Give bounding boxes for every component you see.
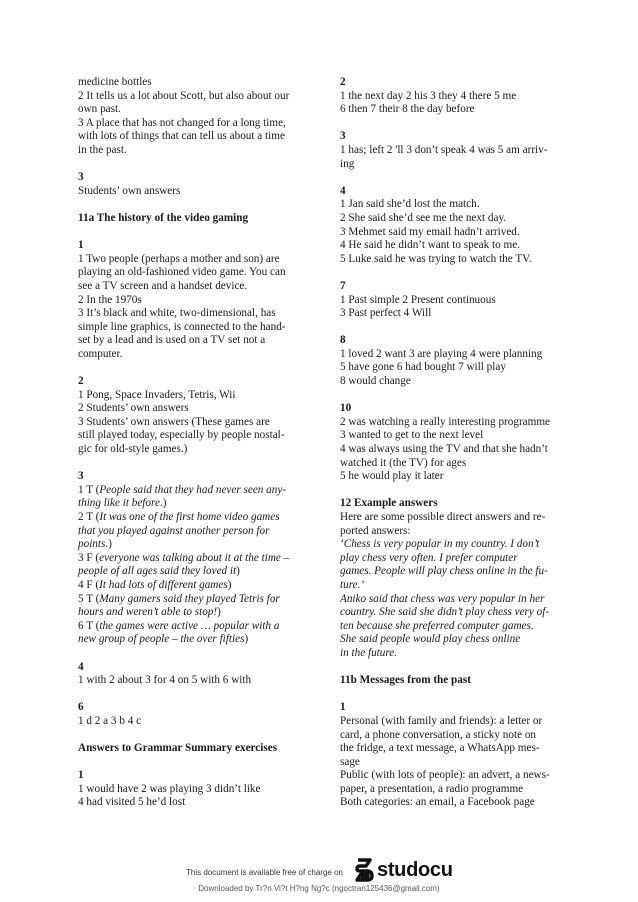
answer-line: sage	[340, 755, 360, 768]
section-heading: 4	[340, 184, 346, 197]
section-heading: Answers to Grammar Summary exercises	[78, 742, 278, 755]
answer-line	[78, 565, 306, 579]
answer-line: medicine bottles	[78, 76, 152, 88]
left-column	[78, 76, 306, 824]
section-heading: 10	[340, 402, 352, 415]
section-heading: 4	[78, 660, 84, 673]
italic-quote: It was one of the first home video games	[99, 511, 280, 523]
answer-line: Here are some possible direct answers and re-	[340, 511, 546, 523]
section-heading: 8	[340, 334, 346, 347]
answer-line: Public (with lots of people): an advert, a news-	[340, 769, 550, 782]
answer-line: 2 She said she’d see me the next day.	[340, 211, 507, 224]
answer-line: in the past.	[78, 143, 127, 156]
answer-line: 3 It’s black and white, two-dimensional, has	[78, 307, 276, 320]
answer-line: the fridge, a text message, a WhatsApp mes-	[340, 742, 540, 755]
answer-section	[340, 701, 566, 810]
section-heading: 1	[340, 701, 346, 714]
right-column	[340, 76, 566, 824]
answer-section	[340, 497, 566, 660]
answer-section	[340, 334, 566, 388]
answer-prefix: 3 F (	[78, 551, 100, 564]
italic-quote: people of all ages said they loved it	[78, 565, 237, 578]
section-heading: 7	[340, 279, 346, 292]
italic-quote: points	[78, 538, 106, 551]
answer-line	[78, 579, 306, 593]
answer-line: paper, a presentation, a radio programme	[340, 782, 524, 795]
answer-line: 1 Past simple 2 Present continuous	[340, 293, 496, 306]
section-heading: 2	[78, 375, 84, 388]
answer-line: 1 has; left 2 'll 3 don’t speak 4 was 5 am arriv-	[340, 143, 548, 156]
answer-line: see a TV screen and a handset device.	[78, 279, 248, 292]
answer-line: 3 wanted to get to the next level	[340, 429, 484, 442]
answer-section	[78, 239, 306, 361]
answer-section	[340, 674, 566, 688]
answer-line: 2 was watching a really interesting programme	[340, 415, 551, 428]
section-heading: 1	[78, 769, 84, 782]
answer-section	[340, 280, 566, 321]
answer-line	[340, 538, 566, 552]
answer-line: 1 loved 2 want 3 are playing 4 were planning	[340, 347, 543, 360]
answer-section	[340, 130, 566, 171]
italic-quote: in the future.	[340, 646, 398, 659]
studocu-logo[interactable]	[354, 858, 453, 882]
answer-line: 2 Students’ own answers	[78, 402, 189, 415]
answer-line	[340, 552, 566, 566]
answer-line: ing	[340, 157, 355, 170]
answer-line	[78, 620, 306, 634]
answer-line: 6 then 7 their 8 the day before	[340, 103, 475, 116]
section-heading: 3	[78, 171, 84, 184]
answer-line: 3 A place that has not changed for a long time,	[78, 116, 286, 129]
answer-line: 8 would change	[340, 375, 411, 388]
answer-section	[340, 185, 566, 267]
answer-suffix: )	[227, 578, 232, 591]
answer-line	[340, 565, 566, 579]
studocu-brand-name: studocu	[377, 858, 453, 881]
section-heading: 2	[340, 76, 346, 88]
answer-line: Personal (with family and friends): a letter or	[340, 714, 543, 727]
answer-suffix: )	[244, 633, 249, 646]
answer-line	[78, 511, 306, 525]
answer-suffix: )	[236, 565, 240, 578]
answer-line: still played today, especially by people nostal-	[78, 429, 285, 442]
italic-quote: new group of people – the over fifties	[78, 633, 245, 646]
answer-line: 5 Luke said he was trying to watch the TV.	[340, 252, 532, 265]
answer-section	[340, 402, 566, 484]
italic-quote: She said people would play chess online	[340, 633, 521, 646]
studocu-logo-icon	[354, 858, 374, 882]
answer-line: 1 Pong, Space Invaders, Tetris, Wii	[78, 388, 236, 401]
answer-line: 5 he would play it later	[340, 470, 444, 483]
answer-line: card, a phone conversation, a sticky note on	[340, 728, 537, 741]
answer-line	[78, 497, 306, 511]
answer-line: simple line graphics, is connected to the hand-	[78, 320, 286, 333]
footer-availability	[0, 858, 638, 884]
answer-line: 5 have gone 6 had bought 7 will play	[340, 361, 506, 374]
answer-suffix: .)	[159, 497, 167, 510]
answer-line: gic for old-style games.)	[78, 443, 188, 456]
answer-line: 1 Two people (perhaps a mother and son) are	[78, 252, 280, 265]
answer-line: with lots of things that can tell us about a time	[78, 130, 285, 143]
section-heading: 11b Messages from the past	[340, 674, 471, 687]
answer-section	[78, 171, 306, 198]
answer-suffix: )	[217, 606, 221, 619]
answer-section	[78, 742, 306, 756]
italic-quote: People said that they had never seen any-	[99, 483, 287, 496]
italic-quote: country. She said she didn’t play chess very of-	[340, 606, 550, 619]
answer-section	[78, 375, 306, 457]
answer-line: computer.	[78, 347, 123, 360]
answer-line	[78, 552, 306, 566]
answer-line: 3 Students’ own answers (These games are	[78, 415, 270, 428]
section-heading: 1	[78, 239, 84, 252]
answer-line	[340, 593, 566, 607]
italic-quote: that you played against another person for	[78, 524, 270, 537]
answer-section	[78, 661, 306, 688]
section-heading: 6	[78, 701, 84, 714]
italic-quote: everyone was talking about it at the time –	[99, 551, 290, 564]
answer-line: 1 the next day 2 his 3 they 4 there 5 me	[340, 89, 517, 102]
section-heading: 12 Example answers	[340, 497, 438, 510]
answer-line: 1 Jan said she’d lost the match.	[340, 198, 480, 211]
answer-line: 2 In the 1970s	[78, 293, 142, 306]
answer-line: own past.	[78, 103, 121, 116]
answer-line	[78, 538, 306, 552]
answer-line	[78, 633, 306, 647]
answer-line: 4 was always using the TV and that she hadn’t	[340, 443, 548, 456]
italic-quote: ture.’	[340, 578, 365, 591]
section-heading: 3	[78, 470, 84, 483]
answer-section	[78, 701, 306, 728]
section-heading: 3	[340, 130, 346, 143]
answer-suffix: .)	[105, 538, 112, 551]
italic-quote: play chess very often. I prefer computer	[340, 551, 518, 564]
answer-line: 3 Past perfect 4 Will	[340, 307, 432, 320]
answer-line: set by a lead and is used on a TV set not a	[78, 334, 266, 347]
answer-line: 1 with 2 about 3 for 4 on 5 with 6 with	[78, 674, 252, 687]
answer-section	[340, 76, 566, 117]
answer-line: watched it (the TV) for ages	[340, 456, 467, 469]
answer-line: 2 It tells us a lot about Scott, but also about our	[78, 89, 290, 102]
answer-line: 4 He said he didn’t want to speak to me.	[340, 239, 520, 252]
answer-line: Students’ own answers	[78, 184, 181, 197]
download-info: Downloaded by Tr?n Vi?t H?ng Ng?c (ngoctran125436@gmail.com)	[198, 884, 440, 893]
italic-quote: games. People will play chess online in the fu-	[340, 565, 548, 578]
italic-quote: ten because she preferred computer games.	[340, 619, 534, 632]
answer-prefix: 5 T (	[78, 592, 100, 605]
answer-line	[340, 633, 566, 647]
answer-line	[78, 593, 306, 607]
answer-line	[340, 647, 566, 661]
answer-prefix: 4 F (	[78, 578, 100, 591]
answer-line: Both categories: an email, a Facebook page	[340, 796, 535, 809]
italic-quote: It had lots of different games	[99, 578, 228, 591]
italic-quote: the games were active … popular with a	[99, 619, 280, 632]
answer-prefix: 1 T (	[78, 483, 100, 496]
section-heading: 11a The history of the video gaming	[78, 211, 249, 224]
answer-line	[78, 606, 306, 620]
answer-line: 1 d 2 a 3 b 4 c	[78, 714, 142, 727]
answer-prefix: 6 T (	[78, 619, 100, 632]
italic-quote: ‘Chess is very popular in my country. I don’t	[340, 538, 540, 551]
answer-line	[78, 484, 306, 498]
answer-section	[78, 76, 306, 158]
italic-quote: thing like it before	[78, 497, 160, 510]
answer-line	[340, 606, 566, 620]
answer-line: 1 would have 2 was playing 3 didn’t like	[78, 782, 261, 795]
availability-text: This document is available free of charge on	[186, 868, 343, 877]
answer-line: 3 Mehmet said my email hadn’t arrived.	[340, 225, 520, 238]
italic-quote: hours and weren’t able to stop!	[78, 606, 218, 619]
answer-section	[78, 470, 306, 647]
answer-section	[78, 769, 306, 810]
answer-prefix: 2 T (	[78, 511, 100, 523]
answer-line: 4 had visited 5 he’d lost	[78, 796, 186, 809]
answer-line: ported answers:	[340, 524, 411, 537]
answer-line	[78, 525, 306, 539]
answer-line: playing an old-fashioned video game. You can	[78, 266, 286, 279]
italic-quote: Many gamers said they played Tetris for	[99, 592, 280, 605]
italic-quote: Aniko said that chess was very popular in her	[340, 592, 545, 605]
answer-line	[340, 620, 566, 634]
answer-section	[78, 212, 306, 226]
answer-line	[340, 579, 566, 593]
